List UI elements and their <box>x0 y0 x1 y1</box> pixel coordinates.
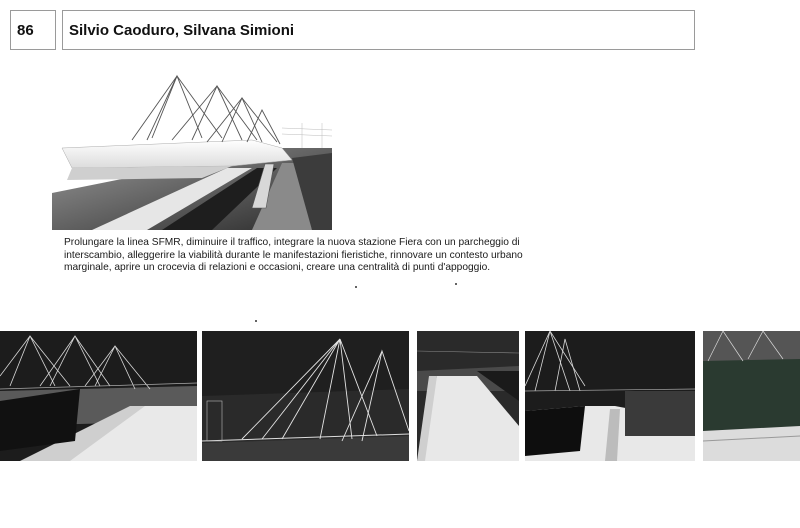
page-number: 86 <box>17 21 34 39</box>
title-box <box>62 10 695 50</box>
hero-rendering-image <box>52 68 332 230</box>
project-description: Prolungare la linea SFMR, diminuire il traffico, integrare la nuova stazione Fiera con un parcheggio di interscambio, alleggerire la viabilità durante le manifestazioni fieristiche, rinnovare un contesto urbano marginale, aprire un crocevia di relazioni e occasioni, creare una centralità di punti d'appoggio. <box>64 237 523 274</box>
page-title: Silvio Caoduro, Silvana Simioni <box>69 21 295 39</box>
rendering-image-4 <box>525 331 695 461</box>
scan-speck <box>355 286 357 288</box>
rendering-image-2 <box>202 331 409 461</box>
rendering-image-1 <box>0 331 197 461</box>
scan-speck <box>255 320 257 322</box>
scan-speck <box>455 283 457 285</box>
page-number-box <box>10 10 56 50</box>
rendering-image-3 <box>417 331 519 461</box>
rendering-image-5 <box>703 331 800 461</box>
